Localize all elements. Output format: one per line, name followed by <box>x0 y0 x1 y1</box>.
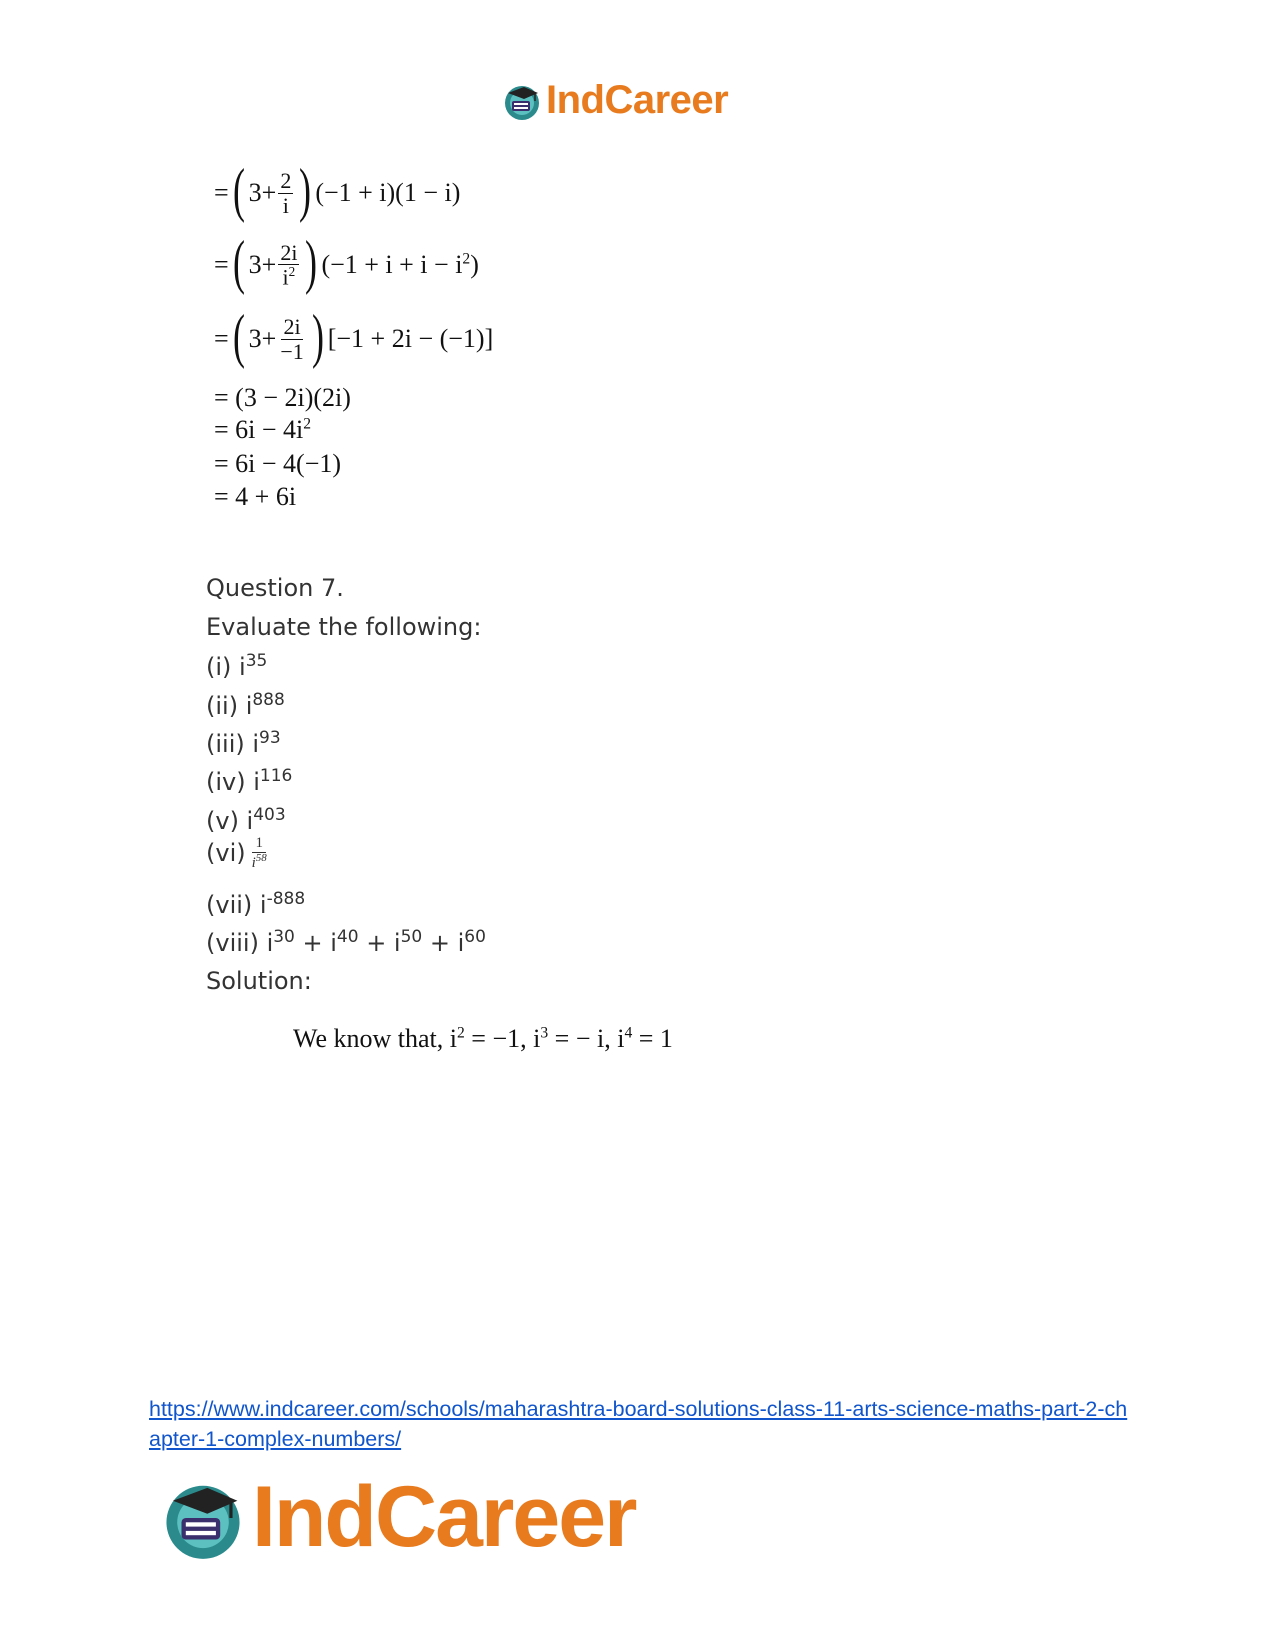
question-prompt: Evaluate the following: <box>206 613 482 641</box>
math-line-7: = 4 + 6i <box>214 482 297 511</box>
equals-sign: = <box>214 250 229 279</box>
fraction: $\frac{2i}{-1}$ <box>280 314 304 364</box>
question-title: Question 7. <box>206 574 344 602</box>
math-line-3: = ( 3+ $\frac{2i}{-1}$ ) [−1 + 2i − (−1)] <box>214 303 494 369</box>
math-line-5: = $6i - 4i^2$ <box>214 415 312 444</box>
fraction: $\frac{2}{i}$ <box>280 168 292 218</box>
solution-label: Solution: <box>206 967 312 995</box>
solution-fact: We know that, $i^2 = -1$, $i^3$ = − i, $i^4 = 1$ <box>293 1024 673 1053</box>
equals-sign: = <box>214 178 229 207</box>
brand-name: IndCareer <box>252 1469 636 1565</box>
math-rest: [−1 + 2i − (−1)] <box>327 324 494 353</box>
math-rest: (−1 + i)(1 − i) <box>315 178 461 207</box>
math-line-4: = (3 − 2i)(2i) <box>214 383 351 412</box>
header-logo <box>502 78 728 123</box>
fraction: $\frac{2i}{i^2}$ <box>280 240 298 290</box>
whole-term: 3+ <box>248 178 277 207</box>
math-rest: $(-1 + i + i - i^2)$ <box>321 250 479 279</box>
question-item: (v) $i^{403}$ <box>206 805 286 835</box>
question-item: (ii) $i^{888}$ <box>206 690 285 720</box>
brand-name: IndCareer <box>546 78 729 122</box>
whole-term: 3+ <box>248 250 277 279</box>
footer-logo <box>160 1468 636 1567</box>
math-line-1: = ( 3+ $\frac{2}{i}$ ) (−1 + i)(1 − i) <box>214 157 461 223</box>
graduation-cap-globe-icon <box>502 81 542 121</box>
question-item: (iii) $i^{93}$ <box>206 728 281 758</box>
fraction: $\frac{1}{i^{58}}$ <box>251 835 267 871</box>
whole-term: 3+ <box>248 324 277 353</box>
math-line-2: = ( 3+ $\frac{2i}{i^2}$ ) $(-1 + i + i - i^2)$ <box>214 229 479 295</box>
source-link[interactable]: https://www.indcareer.com/schools/maharashtra-board-solutions-class-11-arts-science-maths-part-2-chapter-1-complex-numbers/ <box>149 1397 1128 1451</box>
question-item: (i) $i^{35}$ <box>206 651 268 681</box>
question-item: (iv) $i^{116}$ <box>206 766 293 796</box>
equals-sign: = <box>214 324 229 353</box>
question-item: (viii) $i^{30} + i^{40} + i^{50} + i^{60}$ <box>206 927 486 957</box>
graduation-cap-globe-icon <box>160 1475 246 1561</box>
question-item: (vii) $i^{-888}$ <box>206 889 306 919</box>
question-item: (vi) $\frac{1}{i^{58}}$ <box>206 835 267 871</box>
math-line-6: = 6i − 4(−1) <box>214 449 342 478</box>
